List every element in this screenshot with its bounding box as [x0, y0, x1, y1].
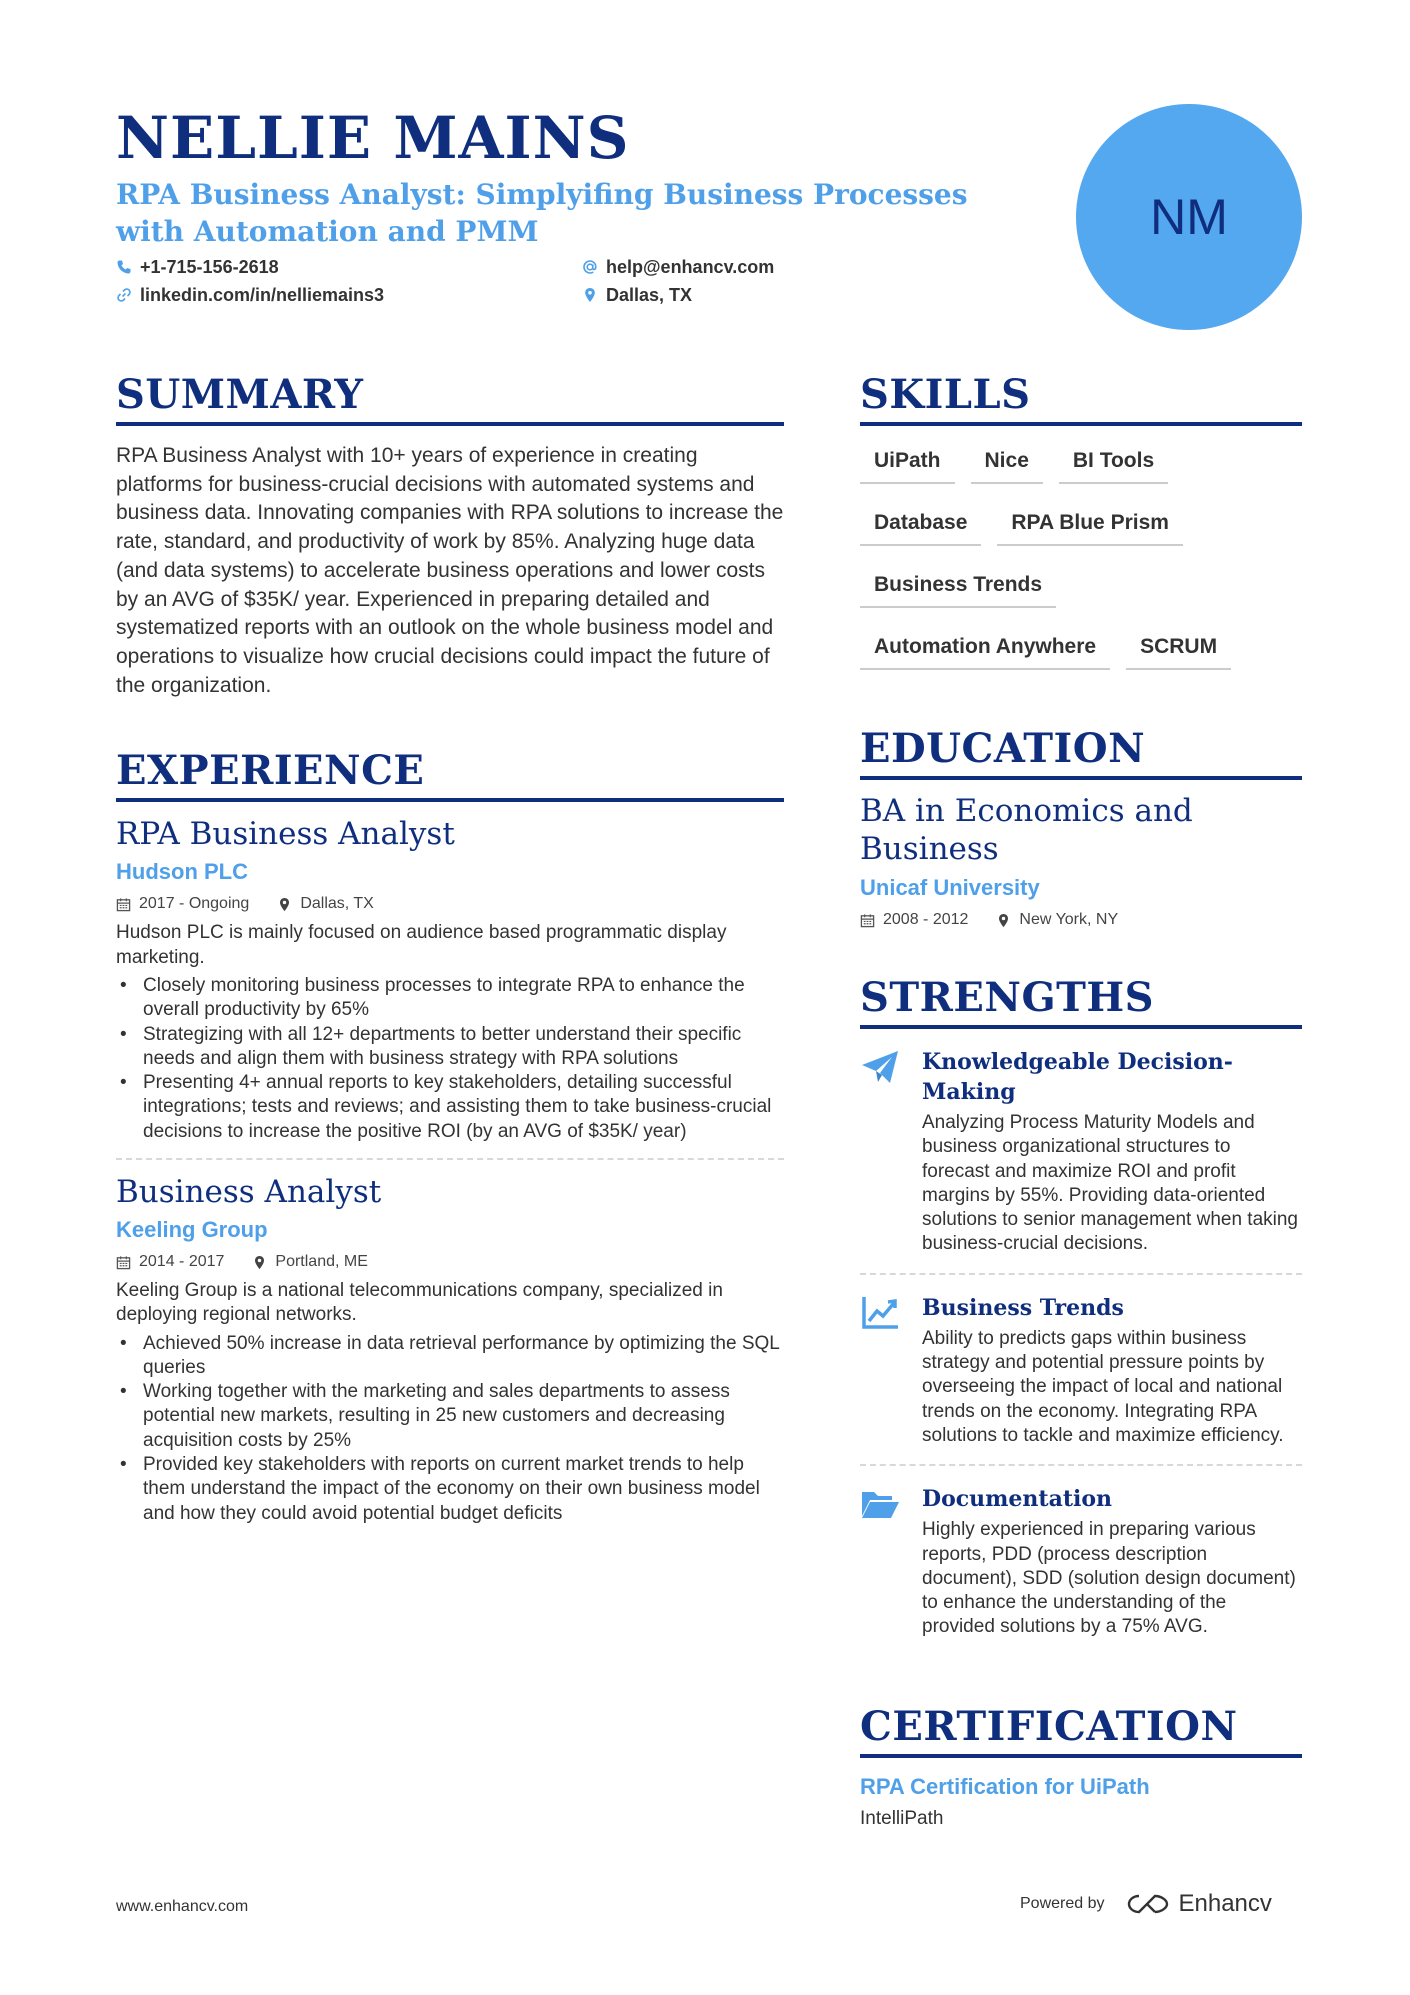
strength-item	[860, 1484, 1302, 1639]
strength-description: Analyzing Process Maturity Models and business organizational structures to forecast and maximize ROI and profit margins by 55%. Providing data-oriented solutions to senior management when taking business-crucial decisions.	[922, 1112, 1299, 1255]
skills-list	[860, 444, 1302, 692]
strength-icon-wrap	[860, 1484, 904, 1639]
job-location-text: Portland, ME	[275, 1253, 368, 1270]
skills-heading: SKILLS	[860, 370, 1302, 426]
calendar-icon	[860, 913, 875, 928]
education-meta	[860, 909, 1302, 931]
candidate-name: NELLIE MAINS	[116, 104, 630, 172]
powered-by-label: Powered by	[1020, 1895, 1105, 1912]
job-title: Business Analyst	[116, 1174, 382, 1210]
job-bullet: • Provided key stakeholders with reports on current market trends to help them understand the impact of the economy on their own business model and how they could avoid potential budget deficits	[116, 1453, 784, 1526]
education-degree: BA in Economics and Business	[860, 793, 1193, 867]
job-dates-text: 2014 - 2017	[139, 1253, 225, 1270]
email-contact[interactable]	[582, 254, 774, 280]
enhancv-logo	[1125, 1890, 1272, 1918]
job-location	[277, 893, 374, 915]
linkedin-text: linkedin.com/in/nelliemains3	[140, 284, 385, 305]
education-heading: EDUCATION	[860, 724, 1302, 780]
summary-heading: SUMMARY	[116, 370, 784, 426]
company-name: Hudson PLC	[116, 859, 248, 885]
strength-divider	[860, 1273, 1302, 1275]
skill-tag: UiPath	[860, 444, 955, 484]
map-pin-icon	[277, 897, 292, 912]
calendar-icon	[116, 897, 131, 912]
chart-line-icon	[860, 1295, 900, 1331]
summary-text: RPA Business Analyst with 10+ years of experience in creating platforms for business-crucial decisions with automated systems and business data. Innovating companies with RPA solutions to increase the rate, standard, and productivity of work by 85%. Analyzing huge data (and data systems) to accelerate business operations and lower costs by an AVG of $35K/ year. Experienced in preparing detailed and systematized reports with an outlook on the whole business model and operations to visualize how crucial decisions could impact the future of the organization.	[116, 444, 784, 697]
job-dates	[116, 1251, 224, 1273]
skill-tag: Nice	[971, 444, 1043, 484]
skill-tag: RPA Blue Prism	[997, 506, 1183, 546]
footer-website[interactable]: www.enhancv.com	[116, 1898, 249, 1915]
education-dates	[860, 909, 968, 931]
job-entry	[116, 1172, 784, 1526]
education-dates-text: 2008 - 2012	[883, 911, 969, 928]
strength-title: Business Trends	[922, 1294, 1124, 1321]
education-school: Unicaf University	[860, 875, 1040, 900]
strength-description: Ability to predicts gaps within business strategy and potential pressure points by overseeing the impact of local and national trends on the economy. Integrating RPA solutions to tackle and maximize efficiency.	[922, 1327, 1284, 1446]
company-name: Keeling Group	[116, 1217, 268, 1242]
strengths-heading: STRENGTHS	[860, 973, 1302, 1029]
enhancv-logo-icon	[1125, 1892, 1171, 1916]
strength-title: Knowledgeable Decision-Making	[922, 1049, 1233, 1105]
avatar-initials: NM	[1150, 189, 1228, 245]
job-description: Keeling Group is a national telecommunications company, specialized in deploying regional networks.	[116, 1280, 723, 1326]
map-pin-icon	[996, 913, 1011, 928]
certification-name: RPA Certification for UiPath	[860, 1773, 1150, 1799]
phone-contact[interactable]	[116, 254, 279, 280]
experience-heading: EXPERIENCE	[116, 746, 784, 802]
phone-text: +1-715-156-2618	[140, 256, 279, 277]
job-bullet: • Working together with the marketing and sales departments to assess potential new markets, resulting in 25 new customers and decreasing acquisition costs by 25%	[116, 1380, 784, 1453]
strength-item	[860, 1293, 1302, 1448]
linkedin-contact[interactable]	[116, 282, 384, 308]
certification-issuer: IntelliPath	[860, 1807, 944, 1829]
certification-heading: CERTIFICATION	[860, 1702, 1302, 1758]
phone-icon	[116, 259, 132, 275]
education-location	[996, 909, 1118, 931]
job-title: RPA Business Analyst	[116, 816, 455, 853]
strength-title: Documentation	[922, 1486, 1113, 1513]
link-icon	[116, 287, 132, 303]
paper-plane-icon	[860, 1049, 900, 1085]
skill-tag: Business Trends	[860, 568, 1056, 608]
map-pin-icon	[252, 1255, 267, 1270]
job-divider	[116, 1158, 784, 1160]
job-location	[252, 1251, 367, 1273]
job-bullet: • Strategizing with all 12+ departments to better understand their specific needs and align them with business strategy with RPA solutions	[116, 1023, 784, 1072]
strength-description: Highly experienced in preparing various reports, PDD (process description document), SDD (solution design document) to enhance the understanding of the provided solutions by a 75% AVG.	[922, 1519, 1296, 1638]
right-column	[860, 370, 1302, 1832]
footer-branding[interactable]	[1020, 1890, 1272, 1918]
job-description: Hudson PLC is mainly focused on audience based programmatic display marketing.	[116, 922, 727, 968]
strength-icon-wrap	[860, 1047, 904, 1257]
job-bullet: • Presenting 4+ annual reports to key stakeholders, detailing successful integrations; tests and reviews; and assisting them to take business-crucial decisions to increase the positive ROI (by an AVG of $35K/ year)	[116, 1071, 784, 1144]
calendar-icon	[116, 1255, 131, 1270]
email-text: help@enhancv.com	[606, 256, 775, 277]
skill-tag: Database	[860, 506, 981, 546]
job-entry	[116, 814, 784, 1144]
at-sign-icon	[582, 259, 598, 275]
avatar	[1076, 104, 1302, 330]
map-pin-icon	[582, 287, 598, 303]
resume-header	[116, 104, 996, 250]
job-bullets	[116, 974, 784, 1144]
skill-tag: BI Tools	[1059, 444, 1168, 484]
job-dates	[116, 893, 249, 915]
job-meta	[116, 1251, 784, 1273]
job-dates-text: 2017 - Ongoing	[139, 895, 250, 913]
skill-tag: SCRUM	[1126, 630, 1231, 670]
strength-icon-wrap	[860, 1293, 904, 1448]
job-meta	[116, 893, 784, 915]
location-text: Dallas, TX	[606, 284, 693, 305]
education-location-text: New York, NY	[1019, 911, 1119, 928]
job-location-text: Dallas, TX	[300, 895, 374, 913]
location-contact	[582, 282, 692, 308]
enhancv-brand-text: Enhancv	[1178, 1890, 1272, 1917]
job-bullet: • Closely monitoring business processes to integrate RPA to enhance the overall productivity by 65%	[116, 974, 784, 1023]
folder-open-icon	[860, 1486, 900, 1522]
skill-tag: Automation Anywhere	[860, 630, 1110, 670]
strength-item	[860, 1047, 1302, 1257]
job-bullets	[116, 1332, 784, 1526]
strength-divider	[860, 1464, 1302, 1466]
candidate-tagline: RPA Business Analyst: Simplyifing Business Processes with Automation and PMM	[116, 178, 968, 248]
job-bullet: • Achieved 50% increase in data retrieval performance by optimizing the SQL queries	[116, 1332, 784, 1381]
left-column	[116, 370, 784, 1526]
